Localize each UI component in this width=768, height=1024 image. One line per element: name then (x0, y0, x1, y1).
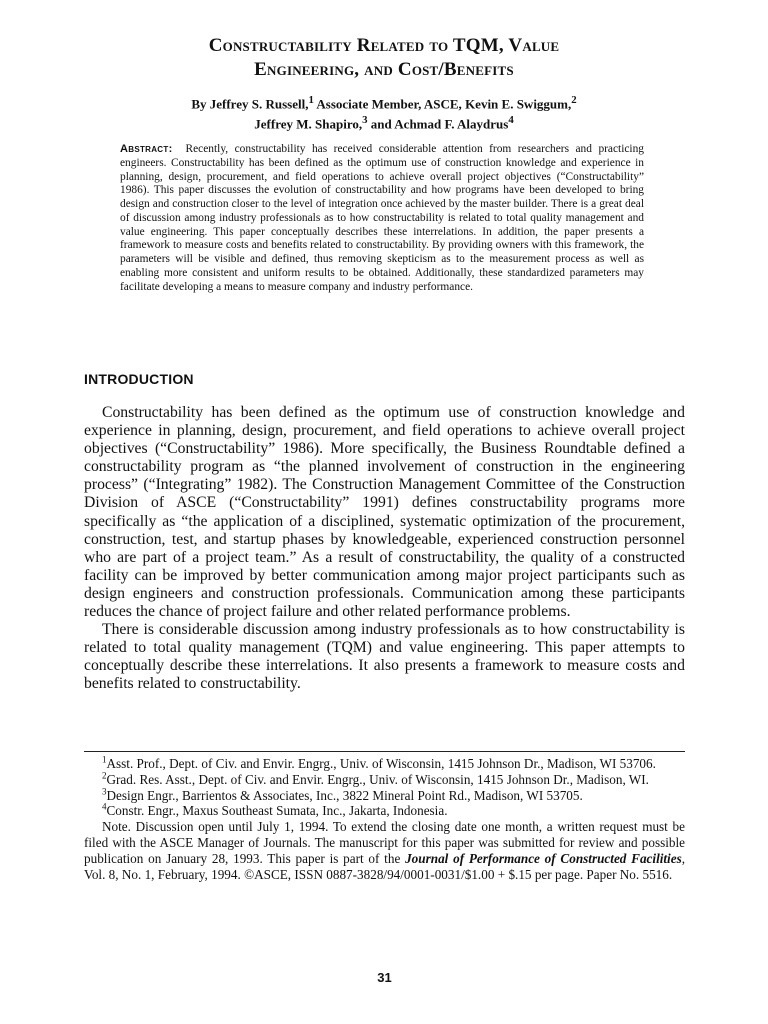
section-heading: INTRODUCTION (84, 371, 194, 387)
note-text-before: Note. Discussion open until July 1, 1994. To extend the closing date one month, a written request must be filed with the ASCE Manager of Journals. The manuscript for this paper was submitted for review and possible publication on January 28, 1993. This paper is part of the (84, 819, 685, 866)
footnote-2 (84, 772, 685, 788)
body-text (84, 404, 685, 694)
and-text: and (367, 116, 395, 132)
author-line-1 (84, 92, 684, 112)
abstract-text: Recently, constructability has received considerable attention from researchers and practicing engineers. Constructability has been defined as the optimum use of construction knowledge and experience in planning, design, procurement, and field operations to achieve overall project objectives (“Constructability” 1986). This paper discusses the evolution of constructability and how programs have been developed to bring design and construction closer to the level of integration once achieved by the master builder. There is a great deal of discussion among industry professionals as to how constructability is related to total quality management and value engineering. This paper conceptually describes these interrelations. In addition, the paper presents a framework to measure costs and benefits related to constructability. By providing owners with this framework, the parameters will be visible and defined, thus removing skepticism as to the measurement process as well as enabling more consistent and uniform results to be obtained. Additionally, these standardized parameters may facilitate developing a means to measure company and industry performance. (120, 143, 644, 293)
author-1-role: Associate Member, ASCE, (313, 96, 466, 112)
author-list (84, 92, 684, 133)
author-4-footnote-mark: 4 (508, 114, 514, 127)
publication-note (84, 819, 685, 882)
footnote-4 (84, 803, 685, 819)
footnote-4-mark: 4 (102, 802, 107, 812)
title-line-2: Engineering, and Cost/Benefits (254, 59, 514, 80)
footnote-2-mark: 2 (102, 770, 107, 781)
footnote-divider (84, 751, 685, 752)
footnote-3-text: Design Engr., Barrientos & Associates, Inc., 3822 Mineral Point Rd., Madison, WI 53705. (106, 787, 583, 803)
author-3-footnote-mark: 3 (362, 114, 368, 127)
page-number: 31 (377, 970, 392, 985)
footnote-2-text: Grad. Res. Asst., Dept. of Civ. and Envir. Engrg., Univ. of Wisconsin, 1415 Johnson Dr., Madison, WI. (106, 771, 649, 787)
by-text: By (191, 96, 210, 112)
footnote-1-text: Asst. Prof., Dept. of Civ. and Envir. Engrg., Univ. of Wisconsin, 1415 Johnson Dr., Madison, WI 53706. (106, 756, 656, 771)
body-paragraph-2: There is considerable discussion among industry professionals as to how constructability is related to total quality management (TQM) and value engineering. This paper attempts to conceptually describe these interrelations. It also presents a framework to measure costs and benefits related to constructability. (84, 621, 685, 693)
footnote-3-mark: 3 (102, 786, 107, 797)
paper-title (84, 34, 684, 82)
footnote-1-mark: 1 (102, 754, 107, 765)
footnotes (84, 756, 685, 882)
footnote-1 (84, 756, 685, 772)
abstract (120, 143, 644, 294)
footnote-3 (84, 788, 685, 804)
author-1-name: Jeffrey S. Russell, (209, 96, 309, 112)
note-text-after: , Vol. 8, No. 1, February, 1994. ©ASCE, ISSN 0887-3828/94/0001-0031/$1.00 + $.15 per page. Paper No. 5516. (84, 850, 686, 882)
author-4-name: Achmad F. Alaydrus (394, 116, 509, 132)
journal-name: Journal of Performance of Constructed Facilities (405, 850, 682, 866)
author-3-name: Jeffrey M. Shapiro, (254, 116, 363, 132)
abstract-label: Abstract: (120, 143, 173, 155)
body-paragraph-1: Constructability has been defined as the optimum use of construction knowledge and experience in planning, design, procurement, and field operations to achieve overall project objectives (“Constructability” 1986). More specifically, the Business Roundtable defined a constructability program as “the planned involvement of construction in the engineering process” (“Integrating” 1982). The Construction Management Committee of the Construction Division of ASCE (“Constructability” 1991) defines constructability programs more specifically as “the application of a disciplined, systematic optimization of the procurement, construction, test, and startup phases by knowledgeable, experienced construction personnel who are part of a project team.” As a result of constructability, the quality of a constructed facility can be improved by better communication among major project participants such as design engineers and construction professionals. Communication among these participants reduces the chance of project failure and other related performance problems. (84, 404, 685, 621)
footnote-4-text: Constr. Engr., Maxus Southeast Sumata, Inc., Jakarta, Indonesia. (106, 803, 448, 819)
author-1-footnote-mark: 1 (308, 94, 314, 106)
title-line-1: Constructability Related to TQM, Value (208, 35, 560, 56)
author-2-name: Kevin E. Swiggum, (465, 96, 572, 112)
author-2-footnote-mark: 2 (571, 94, 577, 106)
author-line-2 (84, 112, 684, 132)
